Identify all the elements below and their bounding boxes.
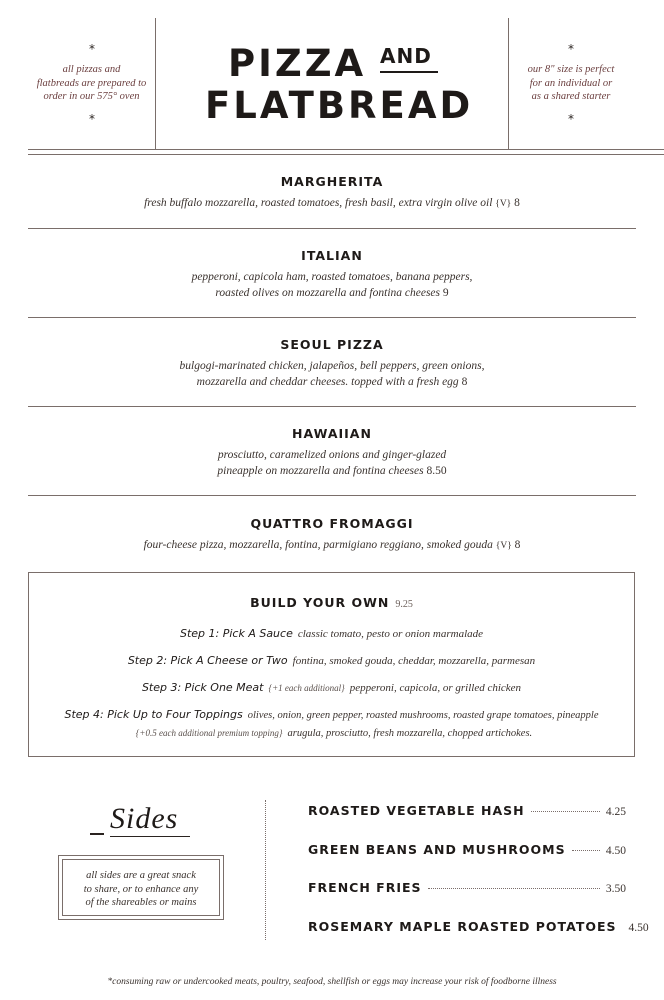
item-description: prosciutto, caramelized onions and ginger-glazed pineapple on mozzarella and fontina cheeses 8.50	[217, 449, 447, 477]
menu-item	[28, 247, 636, 301]
step-3: Step 3: Pick One Meat {+1 each additional} pepperoni, capicola, or grilled chicken	[141, 681, 522, 694]
side-item-name: FRENCH FRIES	[308, 880, 422, 895]
divider	[28, 228, 636, 229]
title-and-underline	[380, 71, 438, 73]
step-4-continued: {+0.5 each additional premium topping} arugula, prosciutto, fresh mozzarella, chopped artichokes.	[135, 728, 533, 739]
side-item-name: ROSEMARY MAPLE ROASTED POTATOES	[308, 919, 617, 934]
item-price: 9	[442, 287, 449, 299]
size-note: our 8" size is perfect for an individual or as a shared starter	[527, 64, 615, 102]
side-item-price: 4.50	[605, 845, 626, 857]
page-title-line2: FLATBREAD	[205, 84, 474, 127]
item-name: HAWAIIAN	[292, 426, 372, 441]
side-item	[308, 880, 626, 896]
page-title-line1: PIZZA	[228, 42, 367, 85]
star-icon: *	[568, 42, 574, 56]
divider	[28, 406, 636, 407]
food-safety-disclaimer: *consuming raw or undercooked meats, poultry, seafood, shellfish or eggs may increase your risk of foodborne illness	[107, 977, 557, 987]
menu-item	[28, 425, 636, 479]
side-item-price: 4.25	[605, 806, 626, 818]
sides-divider	[265, 800, 266, 940]
item-description: four-cheese pizza, mozzarella, fontina, parmigiano reggiano, smoked gouda {V} 8	[143, 539, 521, 551]
menu-item	[28, 515, 636, 554]
item-price: 8	[514, 539, 521, 551]
item-price: 8	[514, 197, 520, 209]
divider	[28, 495, 636, 496]
step-2: Step 2: Pick A Cheese or Two fontina, smoked gouda, cheddar, mozzarella, parmesan	[127, 654, 536, 667]
sides-title-dash	[90, 833, 104, 835]
star-icon: *	[568, 112, 574, 126]
item-description: fresh buffalo mozzarella, roasted tomatoes, fresh basil, extra virgin olive oil {V} 8	[144, 197, 520, 209]
side-item-price: 3.50	[605, 883, 626, 895]
side-item	[308, 842, 626, 858]
sides-note-box	[58, 855, 224, 920]
build-your-own-price: 9.25	[395, 599, 413, 610]
sides-title: Sides	[110, 802, 179, 835]
build-your-own-title: BUILD YOUR OWN 9.25	[250, 595, 413, 610]
item-price: 8	[461, 376, 468, 388]
header-rule-bottom	[28, 154, 664, 155]
step-4: Step 4: Pick Up to Four Toppings olives, onion, green pepper, roasted mushrooms, roasted grape tomatoes, pineapple	[64, 708, 599, 721]
item-name: MARGHERITA	[280, 174, 384, 189]
page-title-and: AND	[380, 44, 432, 68]
item-description: pepperoni, capicola ham, roasted tomatoes, banana peppers, roasted olives on mozzarella and fontina cheeses 9	[191, 271, 473, 299]
divider	[28, 317, 636, 318]
oven-note: all pizzas and flatbreads are prepared to order in our 575° oven	[36, 64, 147, 102]
side-item	[308, 919, 649, 935]
header-divider-left	[155, 18, 156, 150]
item-name: ITALIAN	[301, 248, 363, 263]
item-price: 8.50	[426, 465, 447, 477]
side-item-price: 4.50	[628, 922, 649, 934]
header-rule-top	[28, 149, 664, 150]
sides-note: all sides are a great snack to share, or to enhance any of the shareables or mains	[83, 870, 199, 908]
sides-title-underline	[110, 836, 190, 837]
menu-item	[28, 173, 636, 212]
item-description: bulgogi-marinated chicken, jalapeños, bell peppers, green onions, mozzarella and cheddar cheeses. topped with a fresh egg 8	[179, 360, 485, 388]
side-item-name: GREEN BEANS AND MUSHROOMS	[308, 842, 566, 857]
side-item	[308, 803, 626, 819]
side-item-name: ROASTED VEGETABLE HASH	[308, 803, 525, 818]
menu-item	[28, 336, 636, 390]
step-1: Step 1: Pick A Sauce classic tomato, pesto or onion marmalade	[179, 627, 484, 640]
build-your-own-box	[28, 572, 635, 757]
star-icon: *	[89, 112, 95, 126]
item-name: QUATTRO FROMAGGI	[250, 516, 414, 531]
star-icon: *	[89, 42, 95, 56]
item-name: SEOUL PIZZA	[280, 337, 384, 352]
